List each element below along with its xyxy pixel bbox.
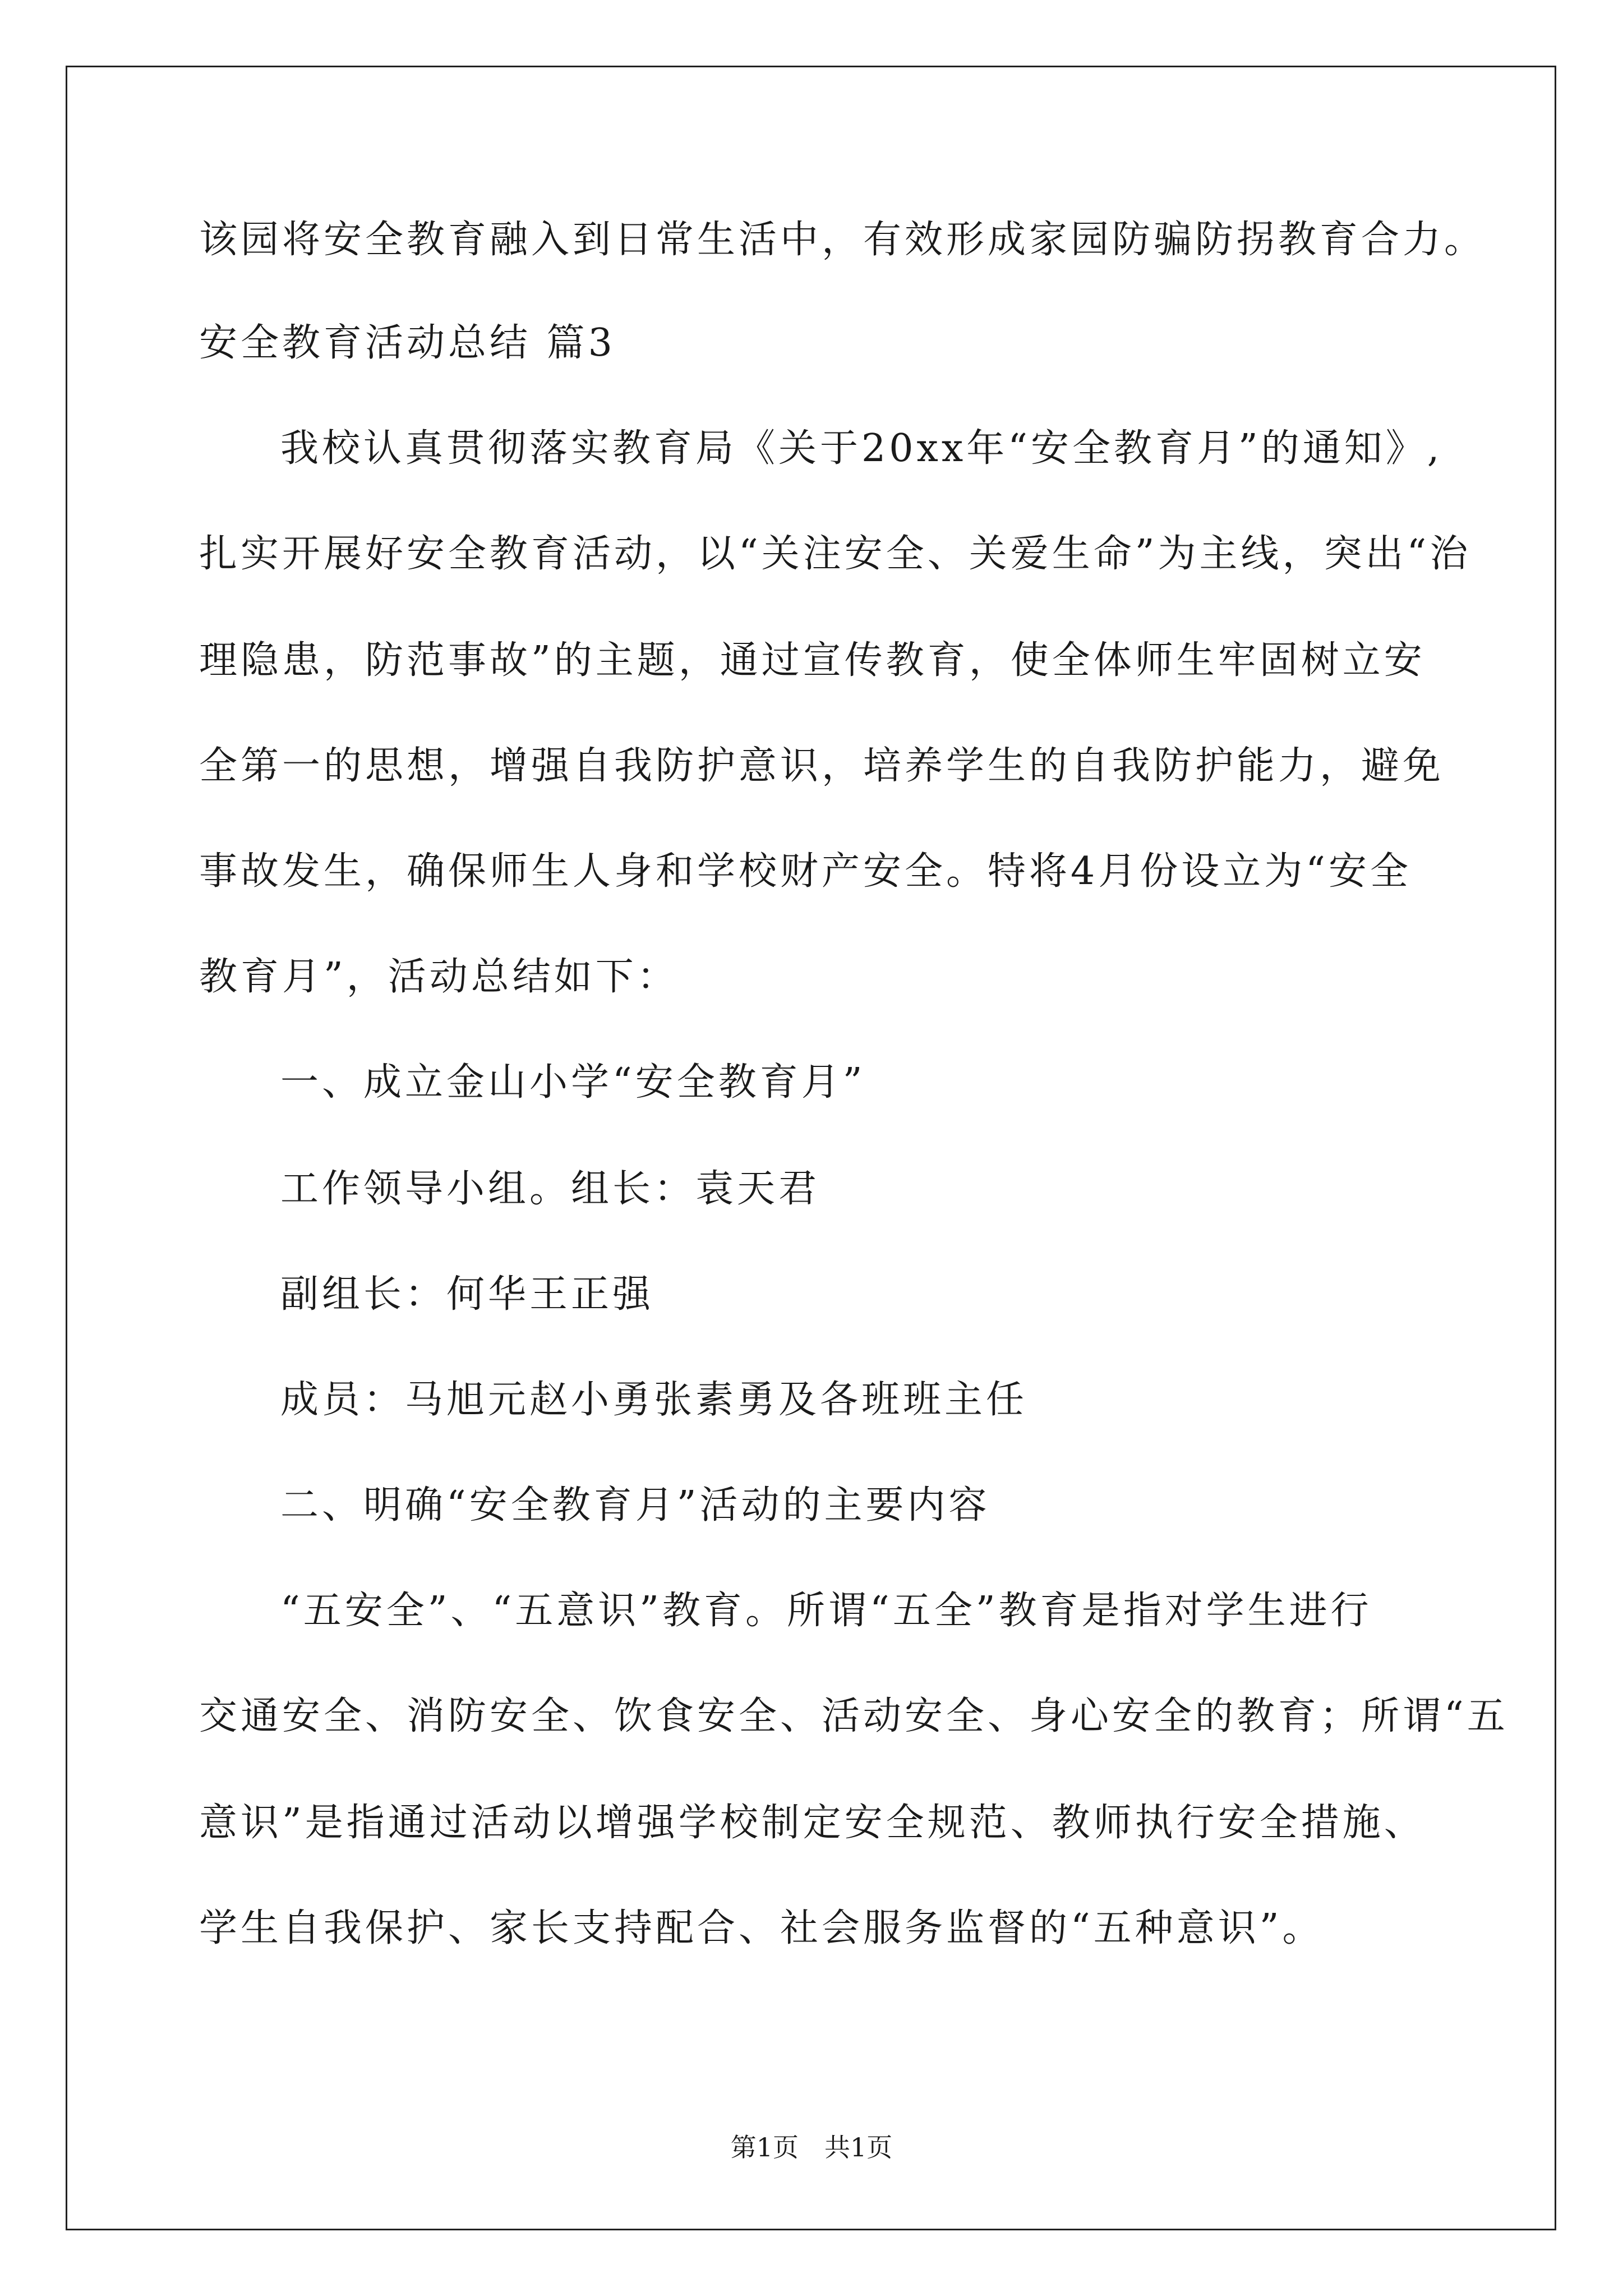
section-heading: 安全教育活动总结 篇3: [199, 321, 616, 365]
text-line: 一、成立金山小学“安全教育月”: [280, 1060, 866, 1105]
text-line: 事故发生，确保师生人身和学校财产安全。特将4月份设立为“安全: [199, 849, 1412, 894]
text-line: 二、明确“安全教育月”活动的主要内容: [280, 1483, 990, 1527]
page-footer: 第1页 共1页: [730, 2132, 893, 2162]
text-line: 意识”是指通过活动以增强学校制定安全规范、教师执行安全措施、: [199, 1801, 1426, 1845]
text-line: 该园将安全教育融入到日常生活中，有效形成家园防骗防拐教育合力。: [199, 218, 1486, 262]
text-line: 全第一的思想，增强自我防护意识，培养学生的自我防护能力，避免: [199, 744, 1445, 788]
text-line: 扎实开展好安全教育活动，以“关注安全、关爱生命”为主线，突出“治: [199, 532, 1472, 576]
text-line: 交通安全、消防安全、饮食安全、活动安全、身心安全的教育；所谓“五: [199, 1694, 1509, 1738]
text-line: “五安全”、“五意识”教育。所谓“五全”教育是指对学生进行: [280, 1589, 1372, 1633]
text-line: 我校认真贯彻落实教育局《关于20xx年“安全教育月”的通知》,: [280, 426, 1443, 471]
text-line: 工作领导小组。组长：袁天君: [280, 1167, 820, 1211]
text-line: 教育月”，活动总结如下：: [199, 955, 679, 999]
text-line: 学生自我保护、家长支持配合、社会服务监督的“五种意识”。: [199, 1906, 1324, 1950]
text-line: 副组长：何华王正强: [280, 1272, 654, 1317]
text-line: 成员：马旭元赵小勇张素勇及各班班主任: [280, 1378, 1028, 1422]
text-line: 理隐患，防范事故”的主题，通过宣传教育，使全体师生牢固树立安: [199, 638, 1426, 683]
